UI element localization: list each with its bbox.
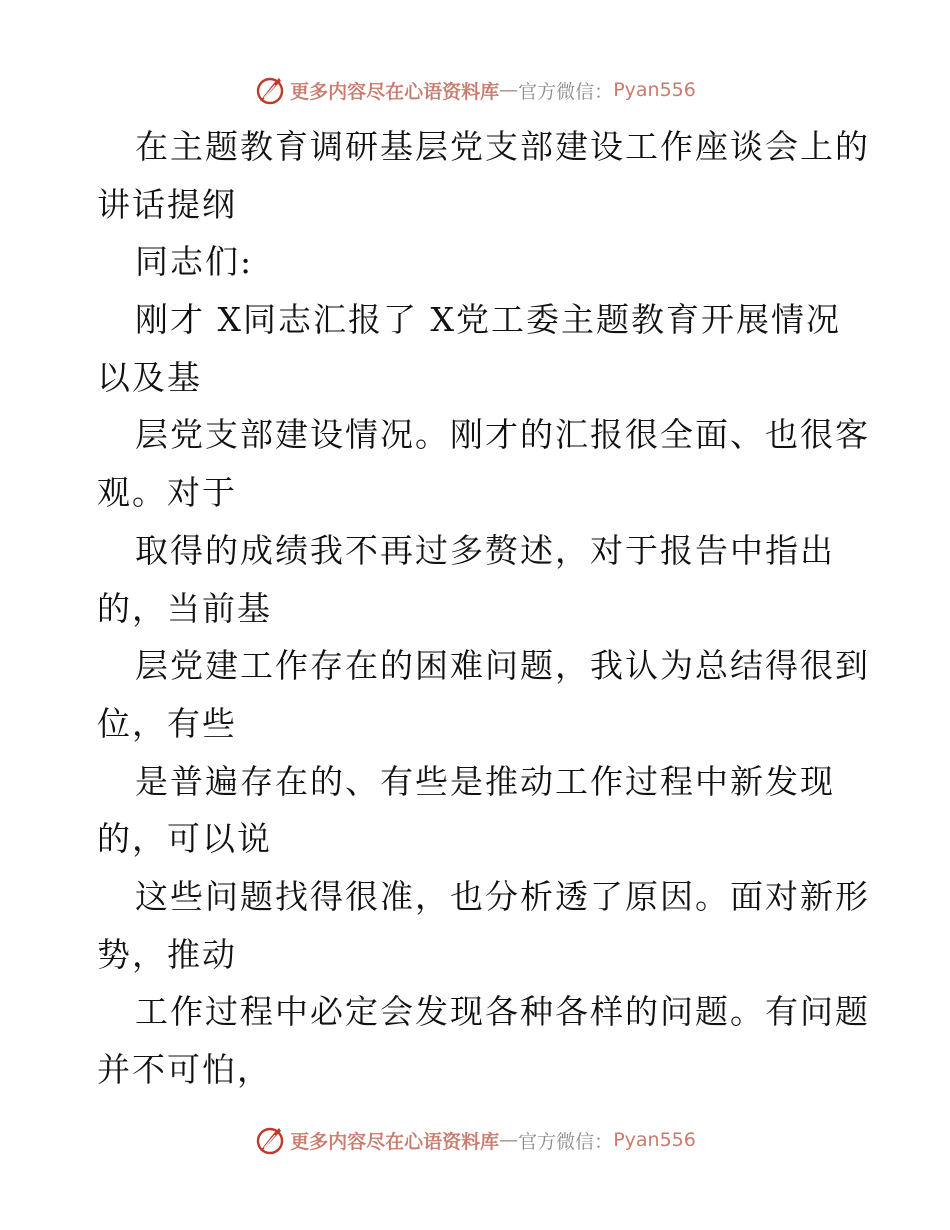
paragraph-line: 取得的成绩我不再过多赘述，对于报告中指出: [135, 530, 835, 570]
quill-pen-logo-icon: [254, 1124, 286, 1156]
banner-wechat-label: 官方微信：: [518, 1130, 614, 1153]
footer-banner: [0, 1120, 950, 1160]
paragraph-line: 的，当前基: [97, 588, 272, 628]
paragraph-line: 这些问题找得很准，也分析透了原因。面对新形: [135, 876, 870, 916]
paragraph-line: 并不可怕，: [97, 1050, 272, 1089]
salutation: 同志们:: [135, 242, 254, 282]
banner-text: [290, 1127, 696, 1154]
banner-text: [290, 77, 696, 104]
paragraph-line: 工作过程中必定会发现各种各样的问题。有问题: [135, 992, 870, 1032]
title-line-2: 讲话提纲: [97, 184, 237, 224]
paragraph-line: 位，有些: [97, 703, 237, 743]
title-line-1: 在主题教育调研基层党支部建设工作座谈会上的: [135, 127, 870, 166]
banner-wechat-label: 官方微信：: [518, 80, 614, 103]
banner-slogan: 更多内容尽在心语资料库: [290, 80, 500, 103]
document-body: [97, 118, 870, 1099]
paragraph-line: 的，可以说: [97, 819, 272, 859]
header-banner: [0, 70, 950, 110]
banner-dash: —: [499, 79, 519, 101]
paragraph-line: 势，推动: [97, 934, 237, 974]
paragraph-line: 刚才 X同志汇报了 X党工委主题教育开展情况: [135, 300, 841, 340]
paragraph-line: 是普遍存在的、有些是推动工作过程中新发现: [135, 761, 835, 801]
banner-slogan: 更多内容尽在心语资料库: [290, 1130, 500, 1153]
paragraph-line: 层党支部建设情况。刚才的汇报很全面、也很客: [135, 415, 870, 455]
quill-pen-logo-icon: [254, 74, 286, 106]
paragraph-line: 层党建工作存在的困难问题，我认为总结得很到: [135, 646, 870, 686]
banner-wechat-id: Pyan556: [613, 1129, 696, 1151]
banner-dash: —: [499, 1129, 519, 1151]
paragraph-line: 观。对于: [97, 473, 237, 513]
banner-wechat-id: Pyan556: [613, 79, 696, 101]
paragraph-line: 以及基: [97, 357, 202, 397]
